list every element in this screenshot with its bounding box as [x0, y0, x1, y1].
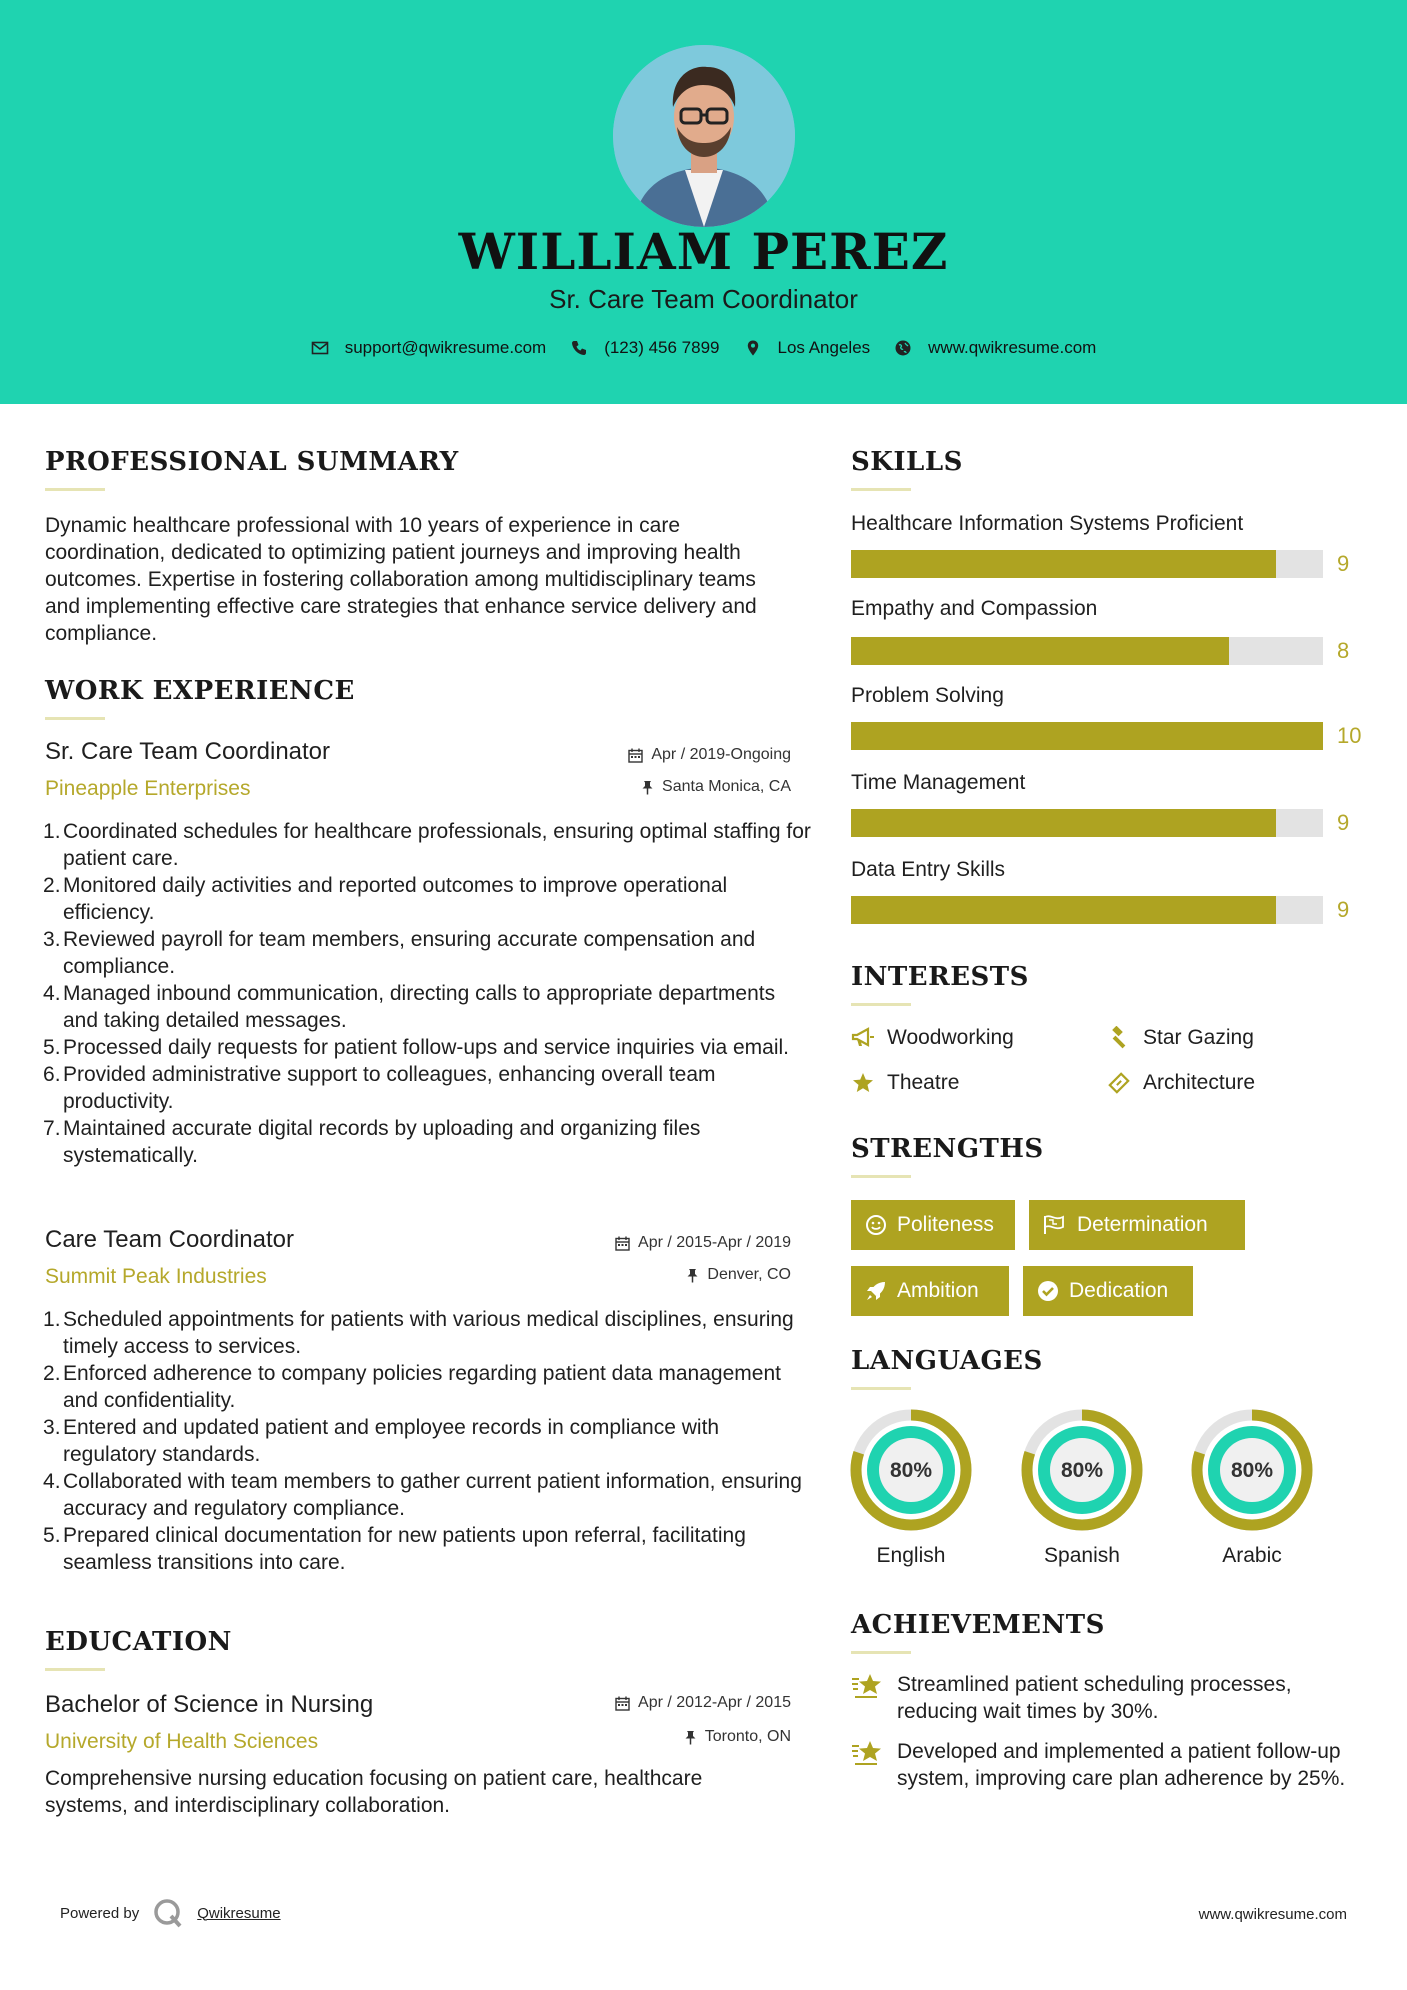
summary-heading: PROFESSIONAL SUMMARY — [45, 447, 459, 477]
job-1-location — [545, 778, 791, 796]
list-item: Entered and updated patient and employee records in compliance with regulatory standards. — [63, 1416, 720, 1466]
footer-website[interactable]: www.qwikresume.com — [1198, 1906, 1347, 1923]
list-item: Collaborated with team members to gather current patient information, ensuring accuracy and regulatory compliance. — [63, 1470, 802, 1520]
achievements-heading: ACHIEVEMENTS — [851, 1610, 1105, 1640]
job-2-dates-text: Apr / 2015-Apr / 2019 — [638, 1234, 791, 1251]
list-item: Enforced adherence to company policies regarding patient data management and confidentiality. — [63, 1362, 781, 1412]
rocket-icon — [865, 1280, 887, 1302]
skill-bar — [851, 637, 1323, 665]
language-name: English — [876, 1544, 946, 1567]
achievement-item — [851, 1671, 1371, 1725]
skill-value: 9 — [1337, 810, 1350, 835]
person-avatar-icon — [613, 45, 795, 227]
resume-header — [0, 0, 1407, 404]
contact-phone[interactable] — [570, 338, 719, 358]
email-text: support@qwikresume.com — [344, 338, 547, 357]
skill-bar — [851, 550, 1323, 578]
job-2-company: Summit Peak Industries — [45, 1265, 267, 1288]
interest-architecture — [1107, 1071, 1255, 1095]
skill-label: Data Entry Skills — [851, 858, 1006, 881]
interest-label: Star Gazing — [1143, 1026, 1254, 1049]
phone-text: (123) 456 7899 — [604, 338, 720, 357]
list-item: Scheduled appointments for patients with various medical disciplines, ensuring timely access to services. — [63, 1308, 794, 1358]
strength-badge — [851, 1200, 1015, 1250]
skill-bar — [851, 896, 1323, 924]
candidate-title: Sr. Care Team Coordinator — [549, 284, 858, 314]
envelope-icon — [311, 339, 329, 357]
skill-label: Time Management — [851, 771, 1026, 794]
contact-email[interactable] — [311, 338, 547, 358]
education-location-text: Toronto, ON — [704, 1728, 791, 1745]
job-2-title: Care Team Coordinator — [45, 1226, 295, 1253]
strength-label: Ambition — [897, 1279, 979, 1302]
skills-underline — [851, 488, 911, 491]
skill-bar-fill — [851, 637, 1229, 665]
skill-bar-fill — [851, 896, 1276, 924]
interest-label: Woodworking — [887, 1026, 1014, 1049]
strength-badge — [851, 1266, 1009, 1316]
job-1-title: Sr. Care Team Coordinator — [45, 738, 331, 765]
job-1-dates-text: Apr / 2019-Ongoing — [651, 746, 791, 763]
education-dates — [545, 1694, 791, 1712]
pushpin-icon — [686, 1268, 699, 1283]
list-item: Monitored daily activities and reported outcomes to improve operational efficiency. — [63, 874, 728, 924]
list-item: Processed daily requests for patient follow-ups and service inquiries via email. — [63, 1036, 790, 1059]
skill-label: Empathy and Compassion — [851, 597, 1098, 620]
interest-star-gazing — [1107, 1026, 1254, 1050]
interests-heading: INTERESTS — [851, 962, 1029, 992]
achievement-item — [851, 1738, 1371, 1792]
job-1-dates — [545, 746, 791, 764]
education-location — [545, 1728, 791, 1746]
skill-bar-fill — [851, 550, 1276, 578]
interest-label: Theatre — [887, 1071, 960, 1094]
language-ring-english — [850, 1409, 972, 1531]
language-name: Spanish — [1044, 1544, 1120, 1567]
skill-value: 10 — [1337, 723, 1362, 748]
smile-icon — [865, 1214, 887, 1236]
language-percent: 80% — [889, 1459, 933, 1482]
skill-value: 9 — [1337, 897, 1350, 922]
language-ring-arabic — [1191, 1409, 1313, 1531]
profile-photo — [613, 45, 795, 227]
languages-heading: LANGUAGES — [851, 1346, 1043, 1376]
experience-heading: WORK EXPERIENCE — [45, 676, 355, 706]
strengths-heading: STRENGTHS — [851, 1134, 1044, 1164]
language-percent: 80% — [1060, 1459, 1104, 1482]
star-badge-icon — [851, 1671, 885, 1701]
candidate-name: WILLIAM PEREZ — [458, 222, 949, 281]
languages-underline — [851, 1387, 911, 1390]
check-circle-icon — [1037, 1280, 1059, 1302]
contact-bar — [0, 338, 1407, 358]
location-text: Los Angeles — [777, 338, 871, 357]
list-item: Reviewed payroll for team members, ensuring accurate compensation and compliance. — [63, 928, 756, 978]
gavel-icon — [1107, 1026, 1131, 1050]
phone-icon — [570, 339, 588, 357]
job-1-company: Pineapple Enterprises — [45, 777, 251, 800]
summary-underline — [45, 488, 105, 491]
interest-label: Architecture — [1143, 1071, 1256, 1094]
footer-powered-by — [60, 1898, 281, 1928]
strength-badge — [1029, 1200, 1245, 1250]
language-ring-spanish — [1021, 1409, 1143, 1531]
pushpin-icon — [641, 780, 654, 795]
list-item: Coordinated schedules for healthcare professionals, ensuring optimal staffing for patient care. — [63, 820, 811, 870]
interests-underline — [851, 1003, 911, 1006]
list-item: Maintained accurate digital records by uploading and organizing files systematically. — [63, 1117, 701, 1167]
interest-theatre — [851, 1071, 959, 1095]
star-icon — [851, 1071, 875, 1095]
education-underline — [45, 1668, 105, 1671]
experience-underline — [45, 717, 105, 720]
achievement-text: Developed and implemented a patient follow-up system, improving care plan adherence by 25%. — [897, 1740, 1346, 1790]
summary-text: Dynamic healthcare professional with 10 years of experience in care coordination, dedicated to optimizing patient journeys and improving health outcomes. Expertise in fostering collaboration among multidisciplinary teams and implementing effective care strategies that enhance service delivery and compliance. — [45, 514, 757, 645]
contact-location — [744, 338, 871, 358]
contact-website[interactable] — [894, 338, 1096, 358]
calendar-icon — [628, 748, 643, 763]
star-badge-icon — [851, 1738, 885, 1768]
skill-label: Healthcare Information Systems Proficient — [851, 512, 1244, 535]
education-school: University of Health Sciences — [45, 1730, 319, 1753]
calendar-icon — [615, 1696, 630, 1711]
calendar-icon — [615, 1236, 630, 1251]
skill-bar — [851, 809, 1323, 837]
job-2-bullets — [45, 1306, 813, 1576]
skill-bar — [851, 722, 1323, 750]
powered-by-text: Powered by — [60, 1904, 140, 1922]
skill-label: Problem Solving — [851, 684, 1004, 707]
education-description: Comprehensive nursing education focusing on patient care, healthcare systems, and interdisciplinary collaboration. — [45, 1767, 703, 1817]
strength-badge — [1023, 1266, 1193, 1316]
list-item: Prepared clinical documentation for new patients upon referral, facilitating seamless transitions into care. — [63, 1524, 746, 1574]
achievement-text: Streamlined patient scheduling processes, reducing wait times by 30%. — [897, 1673, 1292, 1723]
skills-heading: SKILLS — [851, 447, 963, 477]
achievements-underline — [851, 1651, 911, 1654]
job-1-location-text: Santa Monica, CA — [662, 778, 791, 795]
skill-value: 8 — [1337, 638, 1350, 663]
strength-label: Dedication — [1069, 1279, 1169, 1302]
skill-bar-fill — [851, 722, 1323, 750]
list-item: Provided administrative support to colleagues, enhancing overall team productivity. — [63, 1063, 716, 1113]
flag-icon — [1043, 1215, 1067, 1235]
qwikresume-link[interactable]: Qwikresume — [197, 1904, 281, 1922]
pushpin-icon — [684, 1730, 697, 1745]
qwikresume-logo-icon — [153, 1898, 183, 1928]
education-degree: Bachelor of Science in Nursing — [45, 1691, 374, 1718]
job-2-location-text: Denver, CO — [707, 1266, 791, 1283]
skill-bar-fill — [851, 809, 1276, 837]
education-dates-text: Apr / 2012-Apr / 2015 — [638, 1694, 791, 1711]
interest-woodworking — [851, 1026, 1014, 1050]
job-1-bullets — [45, 818, 813, 1169]
job-2-dates — [545, 1234, 791, 1252]
strength-label: Determination — [1077, 1213, 1208, 1236]
megaphone-icon — [851, 1026, 875, 1050]
job-2-location — [545, 1266, 791, 1284]
list-item: Managed inbound communication, directing calls to appropriate departments and taking detailed messages. — [63, 982, 776, 1032]
globe-icon — [894, 339, 912, 357]
website-text: www.qwikresume.com — [928, 338, 1097, 357]
language-percent: 80% — [1230, 1459, 1274, 1482]
language-name: Arabic — [1222, 1544, 1282, 1567]
skill-value: 9 — [1337, 551, 1350, 576]
ticket-icon — [1107, 1071, 1131, 1095]
map-pin-icon — [744, 339, 762, 357]
strengths-underline — [851, 1175, 911, 1178]
strength-label: Politeness — [897, 1213, 994, 1236]
education-heading: EDUCATION — [45, 1627, 232, 1657]
